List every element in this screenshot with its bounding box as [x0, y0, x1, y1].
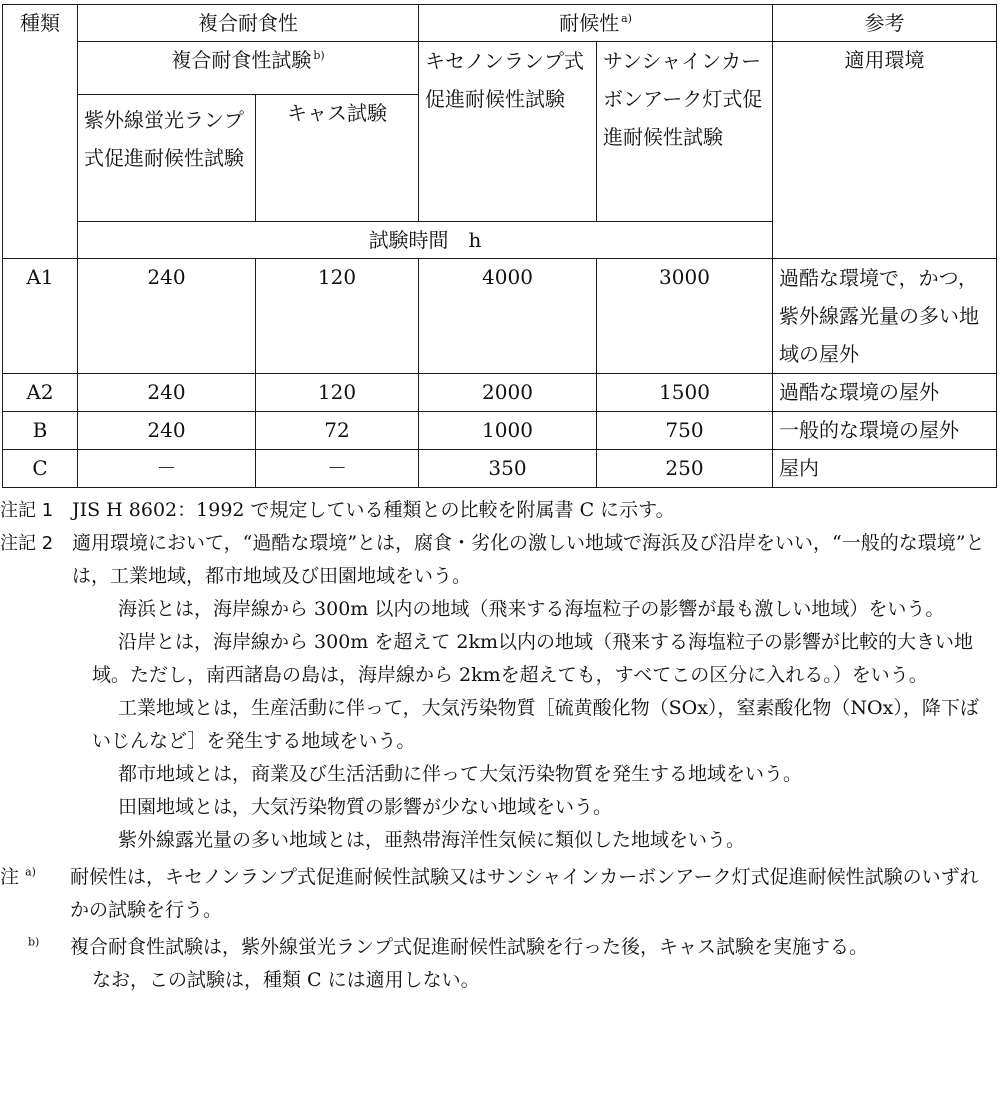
table-row — [3, 450, 997, 488]
cell-environment: 過酷な環境の屋外 — [773, 374, 997, 412]
cell-type: B — [3, 412, 78, 450]
cell-type: C — [3, 450, 78, 488]
footnote-b — [0, 931, 1000, 964]
cell-cass: 72 — [256, 412, 419, 450]
header-cass-test: キャス試験 — [256, 95, 419, 222]
cell-uv: 240 — [78, 412, 256, 450]
cell-uv: 240 — [78, 374, 256, 412]
cell-environment: 過酷な環境で，かつ，紫外線露光量の多い地域の屋外 — [773, 259, 997, 374]
table-row — [3, 374, 997, 412]
note-1-label: 注記 1 — [0, 500, 54, 521]
note-1-text: JIS H 8602：1992 で規定している種類との比較を附属書 C に示す。 — [72, 499, 675, 521]
note-2-label: 注記 2 — [0, 533, 54, 554]
spec-table — [2, 4, 997, 488]
footnote-b-text: 複合耐食性試験は，紫外線蛍光ランプ式促進耐候性試験を行った後，キャス試験を実施する。 — [70, 936, 869, 958]
cell-cass: 120 — [256, 374, 419, 412]
cell-environment: 屋内 — [773, 450, 997, 488]
cell-type: A2 — [3, 374, 78, 412]
note-paragraph: 都市地域とは，商業及び生活活動に伴って大気汚染物質を発生する地域をいう。 — [118, 763, 803, 785]
table-row — [3, 412, 997, 450]
note-paragraph: 海浜とは，海岸線から 300m 以内の地域（飛来する海塩粒子の影響が最も激しい地域）をいう。 — [118, 598, 945, 620]
footnote-b-mark: b) — [28, 935, 40, 949]
cell-xenon: 4000 — [419, 259, 597, 374]
cell-xenon: 1000 — [419, 412, 597, 450]
header-row-2 — [3, 42, 997, 95]
header-weather: 耐候性 $^{a)}$ — [419, 5, 773, 42]
header-reference: 参考 — [773, 5, 997, 42]
note-paragraph: 工業地域とは，生産活動に伴って，大気汚染物質［硫黄酸化物（SOx），窒素酸化物（NOx），降下ばいじんなど］を発生する地域をいう。 — [92, 697, 979, 752]
cell-environment: 一般的な環境の屋外 — [773, 412, 997, 450]
cell-xenon: 350 — [419, 450, 597, 488]
note-paragraph: 田園地域とは，大気汚染物質の影響が少ない地域をいう。 — [118, 796, 613, 818]
table-row — [3, 259, 997, 374]
cell-xenon: 2000 — [419, 374, 597, 412]
cell-uv: － — [78, 450, 256, 488]
cell-type: A1 — [3, 259, 78, 374]
note-paragraph: 紫外線露光量の多い地域とは，亜熱帯海洋性気候に類似した地域をいう。 — [118, 829, 746, 851]
footnote-a-mark: a) — [25, 865, 36, 879]
note-2-text: 適用環境において，“過酷な環境”とは，腐食・劣化の激しい地域で海浜及び沿岸をいい，“一般的な環境”とは，工業地域，都市地域及び田園地域をいう。 — [72, 532, 985, 587]
note-paragraph: 沿岸とは，海岸線から 300m を超えて 2km以内の地域（飛来する海塩粒子の影響が比較的大きい地域。ただし，南西諸島の島は，海岸線から 2kmを超えても，すべてこの区分に入れる。）をいう。 — [92, 631, 974, 686]
footnote-a-text: 耐候性は，キセノンランプ式促進耐候性試験又はサンシャインカーボンアーク灯式促進耐候性試験のいずれかの試験を行う。 — [70, 866, 979, 921]
cell-sunshine: 750 — [597, 412, 773, 450]
footnote-b-label — [0, 931, 70, 964]
cell-sunshine: 3000 — [597, 259, 773, 374]
footnote-b-continuation: なお，この試験は，種類 C には適用しない。 — [92, 969, 480, 991]
composite-footnote-mark: b) — [313, 49, 325, 63]
header-sunshine-test: サンシャインカーボンアーク灯式促進耐候性試験 — [597, 42, 773, 222]
cell-cass: － — [256, 450, 419, 488]
notes-section — [0, 494, 1000, 997]
footnote-a-label — [0, 861, 70, 927]
cell-cass: 120 — [256, 259, 419, 374]
header-composite-corrosion: 複合耐食性 — [78, 5, 419, 42]
note-2 — [0, 527, 1000, 593]
weather-footnote-mark: a) — [621, 12, 632, 26]
footnote-label: 注 — [0, 866, 20, 888]
header-environment: 適用環境 — [773, 42, 997, 259]
cell-uv: 240 — [78, 259, 256, 374]
header-uv-test: 紫外線蛍光ランプ式促進耐候性試験 — [78, 95, 256, 222]
header-xenon-test: キセノンランプ式促進耐候性試験 — [419, 42, 597, 222]
header-test-time: 試験時間 h — [78, 222, 773, 259]
cell-sunshine: 250 — [597, 450, 773, 488]
cell-sunshine: 1500 — [597, 374, 773, 412]
footnote-a — [0, 861, 1000, 927]
header-row-1 — [3, 5, 997, 42]
header-composite-test: 複合耐食性試験 $^{b)}$ — [78, 42, 419, 95]
note-1 — [0, 494, 1000, 527]
header-type: 種類 — [3, 5, 78, 259]
